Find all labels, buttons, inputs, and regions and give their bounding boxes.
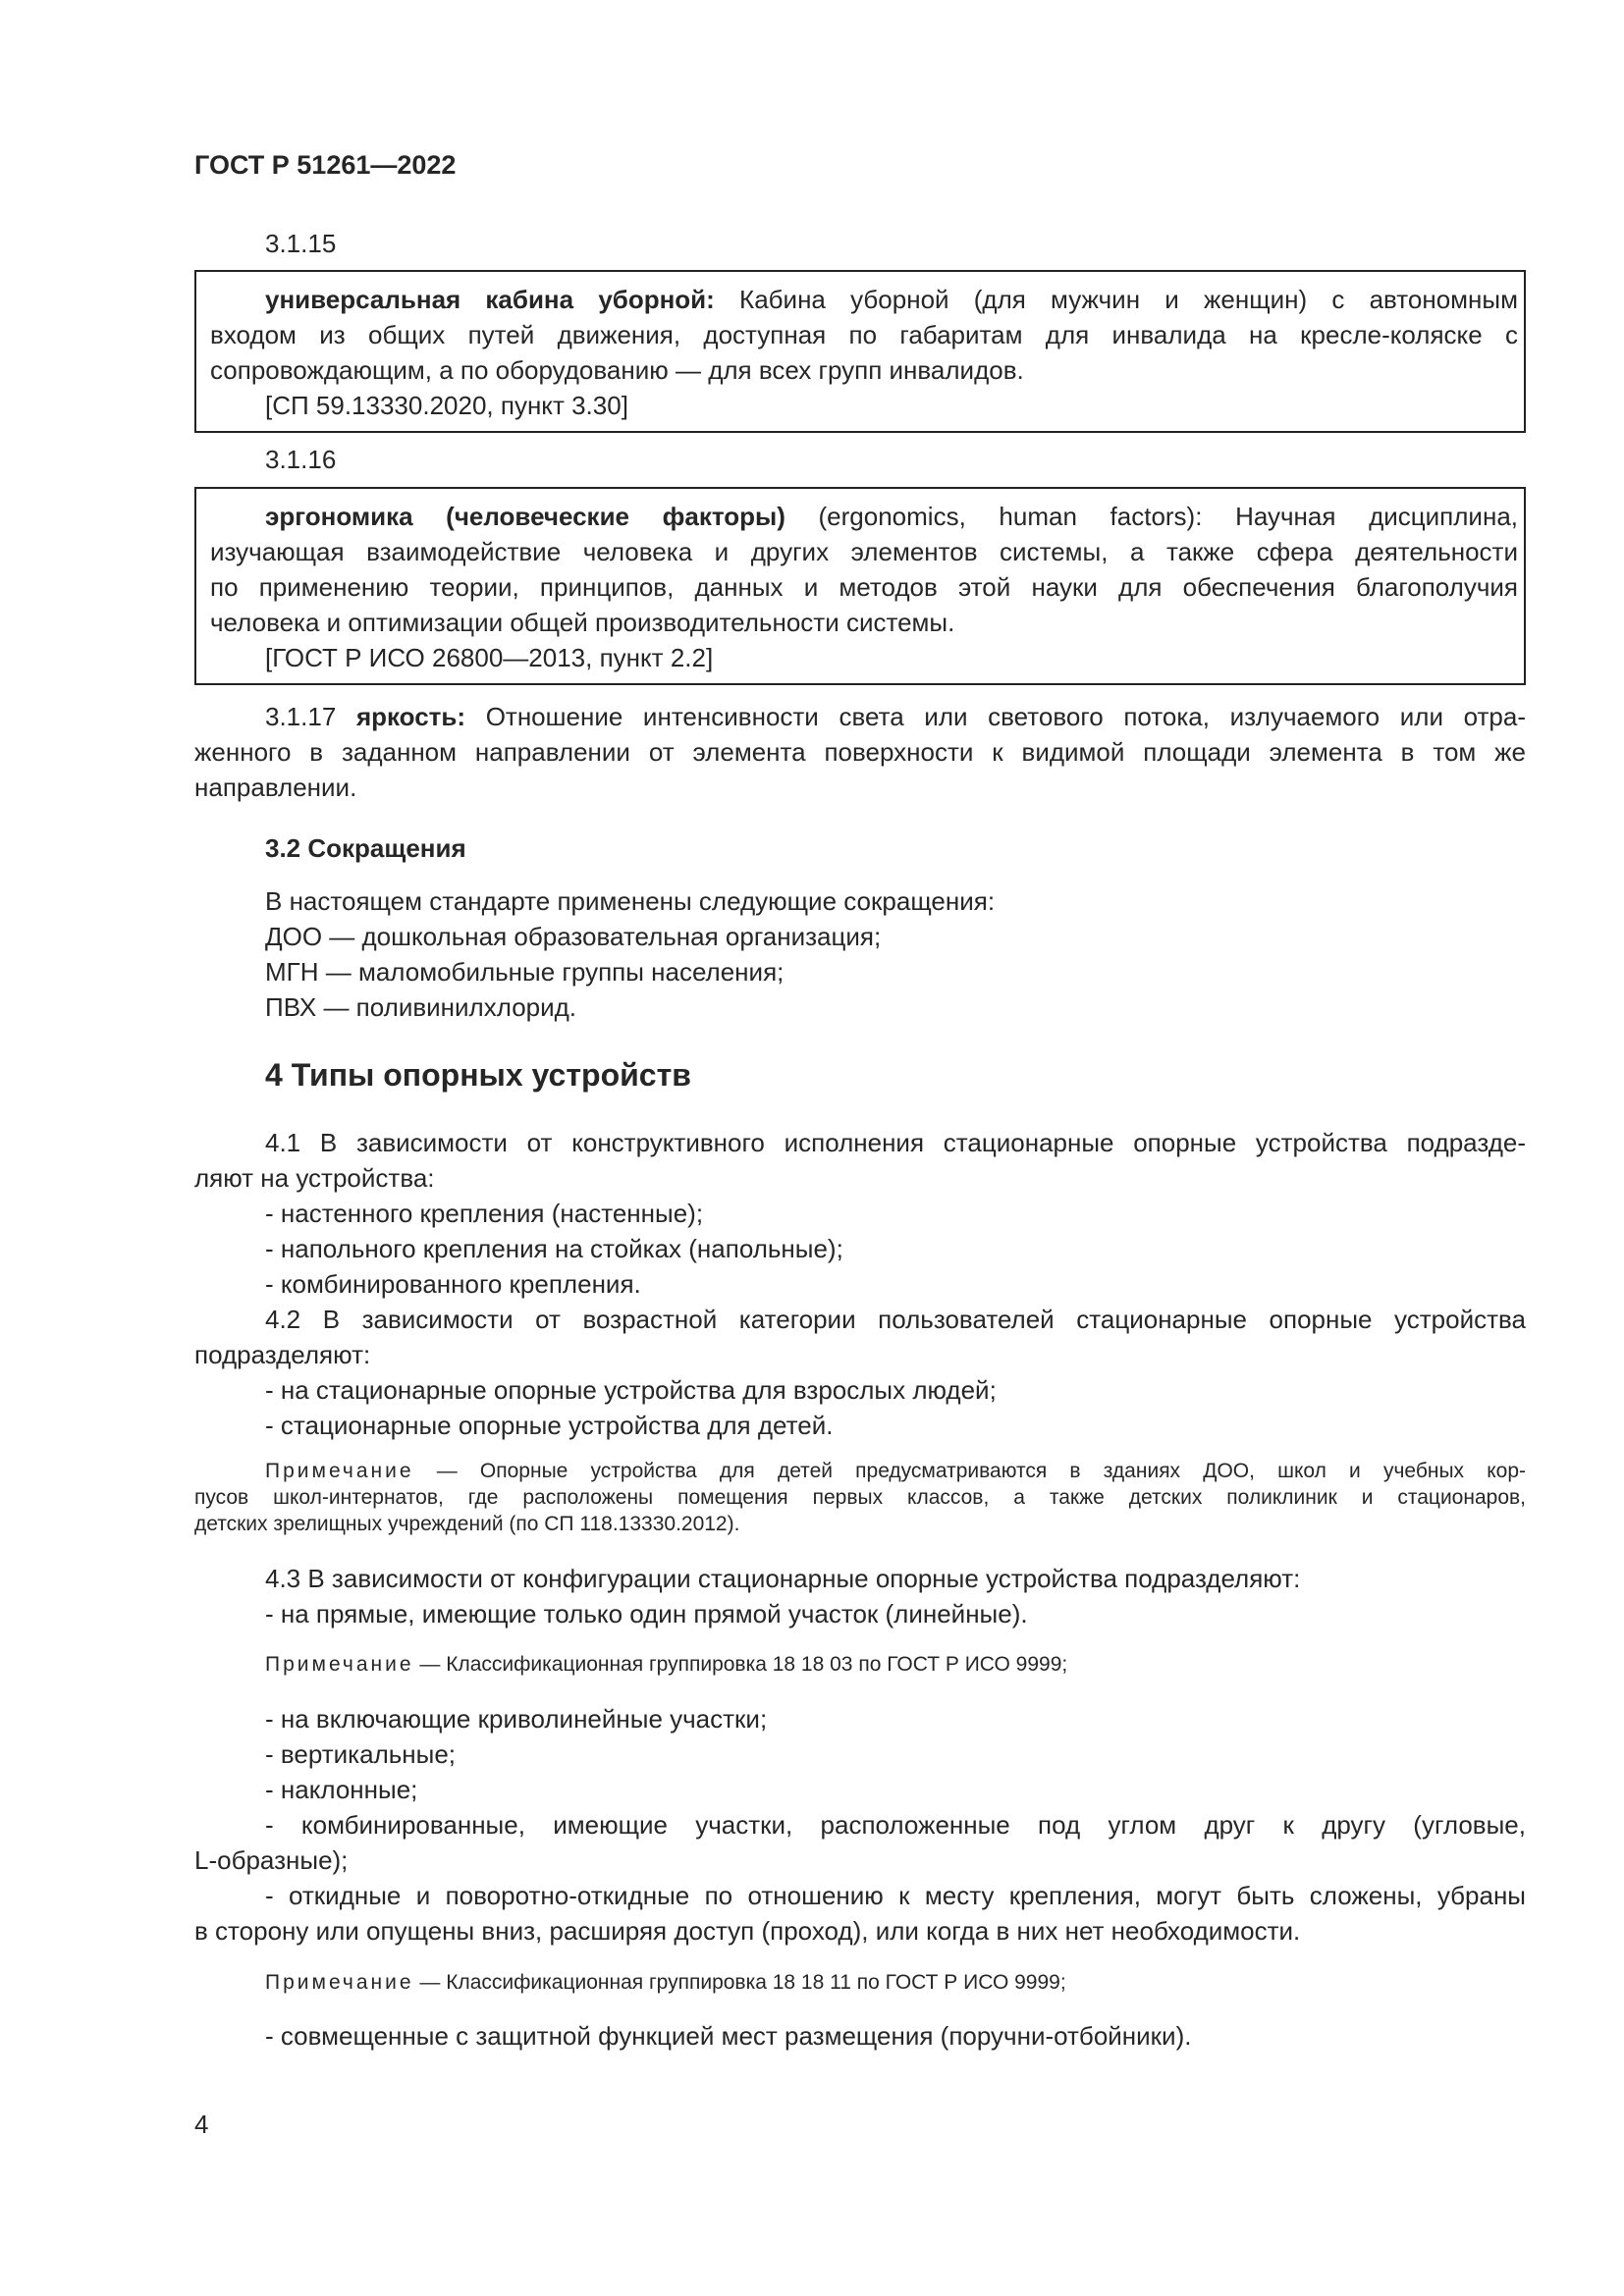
term-box (194, 270, 1526, 433)
section-heading: 3.2 Сокращения (265, 833, 466, 863)
page-number: 4 (194, 2109, 209, 2139)
list-item: - комбинированные, имеющие участки, расположенные под углом друг к другу (угловые, (265, 1810, 1526, 1840)
list-item: ДОО — дошкольная образовательная организация; (265, 922, 882, 951)
note-line: пусов школ-интернатов, где расположены помещения первых классов, а также детских поликлиник и стационаров, (194, 1486, 1526, 1509)
list-item-continuation: L-образные); (194, 1845, 349, 1875)
note-label: Примечание (265, 1653, 414, 1676)
term-definition-line: направлении. (194, 773, 357, 802)
list-item: - откидные и поворотно-откидные по отношению к месту крепления, могут быть сложены, убраны (265, 1881, 1526, 1910)
list-item: - на стационарные опорные устройства для взрослых людей; (265, 1375, 997, 1405)
list-item: ПВХ — поливинилхлорид. (265, 992, 577, 1022)
note-line: детских зрелищных учреждений (по СП 118.13330.2012). (194, 1513, 740, 1535)
list-item: - настенного крепления (настенные); (265, 1199, 704, 1228)
term-source: [ГОСТ Р ИСО 26800—2013, пункт 2.2] (265, 643, 714, 672)
term-definition-line: женного в заданном направлении от элемента поверхности к видимой площади элемента в том же (194, 737, 1526, 767)
list-item: - комбинированного крепления. (265, 1269, 641, 1299)
section-title: 4 Типы опорных устройств (265, 1057, 691, 1093)
note-line: Примечание — Классификационная группировка 18 18 11 по ГОСТ Р ИСО 9999; (265, 1971, 1066, 1994)
paragraph-line: 4.2 В зависимости от возрастной категории пользователей стационарные опорные устройства (265, 1305, 1526, 1334)
note-label: Примечание (265, 1460, 414, 1482)
term-definition-line: универсальная кабина уборной: Кабина уборной (для мужчин и женщин) с автономным (265, 285, 1518, 314)
term-definition-line: изучающая взаимодействие человека и других элементов системы, а также сфера деятельности (210, 537, 1518, 566)
list-item: - стационарные опорные устройства для детей. (265, 1411, 834, 1440)
paragraph: 4.3 В зависимости от конфигурации стационарные опорные устройства подразделяют: (265, 1564, 1301, 1593)
list-item: - наклонные; (265, 1775, 418, 1804)
paragraph: В настоящем стандарте применены следующие сокращения: (265, 886, 996, 916)
paragraph-line: ляют на устройства: (194, 1163, 435, 1193)
term-title: эргономика (человеческие факторы) (265, 502, 785, 531)
term-definition-line: 3.1.17 яркость: Отношение интенсивности света или светового потока, излучаемого или отра- (265, 702, 1526, 731)
list-item: - на включающие криволинейные участки; (265, 1704, 768, 1734)
paragraph-line: подразделяют: (194, 1340, 371, 1369)
term-title: универсальная кабина уборной: (265, 285, 715, 314)
document-header: ГОСТ Р 51261—2022 (194, 150, 457, 180)
paragraph-line: 4.1 В зависимости от конструктивного исполнения стационарные опорные устройства подразде- (265, 1128, 1526, 1157)
term-number: 3.1.15 (265, 229, 337, 258)
term-definition-line: входом из общих путей движения, доступная по габаритам для инвалида на кресле-коляске с (210, 320, 1518, 349)
list-item: - совмещенные с защитной функцией мест размещения (поручни-отбойники). (265, 2021, 1192, 2051)
term-box (194, 487, 1526, 685)
term-definition-line: сопровождающим, а по оборудованию — для всех групп инвалидов. (210, 355, 1024, 385)
term-title: яркость: (355, 702, 466, 731)
note-line: Примечание — Опорные устройства для детей предусматриваются в зданиях ДОО, школ и учебных кор- (265, 1460, 1527, 1482)
term-definition-line: по применению теории, принципов, данных и методов этой науки для обеспечения благополучия (210, 572, 1518, 602)
term-definition-line: человека и оптимизации общей производительности системы. (210, 608, 955, 637)
list-item: - на прямые, имеющие только один прямой участок (линейные). (265, 1599, 1028, 1629)
term-source: [СП 59.13330.2020, пункт 3.30] (265, 391, 628, 420)
note-line: Примечание — Классификационная группировка 18 18 03 по ГОСТ Р ИСО 9999; (265, 1653, 1068, 1676)
list-item-continuation: в сторону или опущены вниз, расширяя доступ (проход), или когда в них нет необходимости. (194, 1916, 1301, 1946)
term-number: 3.1.16 (265, 445, 337, 474)
term-definition-line: эргономика (человеческие факторы) (ergonomics, human factors): Научная дисциплина, (265, 502, 1519, 531)
list-item: - вертикальные; (265, 1739, 457, 1769)
list-item: МГН — маломобильные группы населения; (265, 957, 785, 987)
note-label: Примечание (265, 1971, 414, 1994)
list-item: - напольного крепления на стойках (напольные); (265, 1234, 843, 1263)
